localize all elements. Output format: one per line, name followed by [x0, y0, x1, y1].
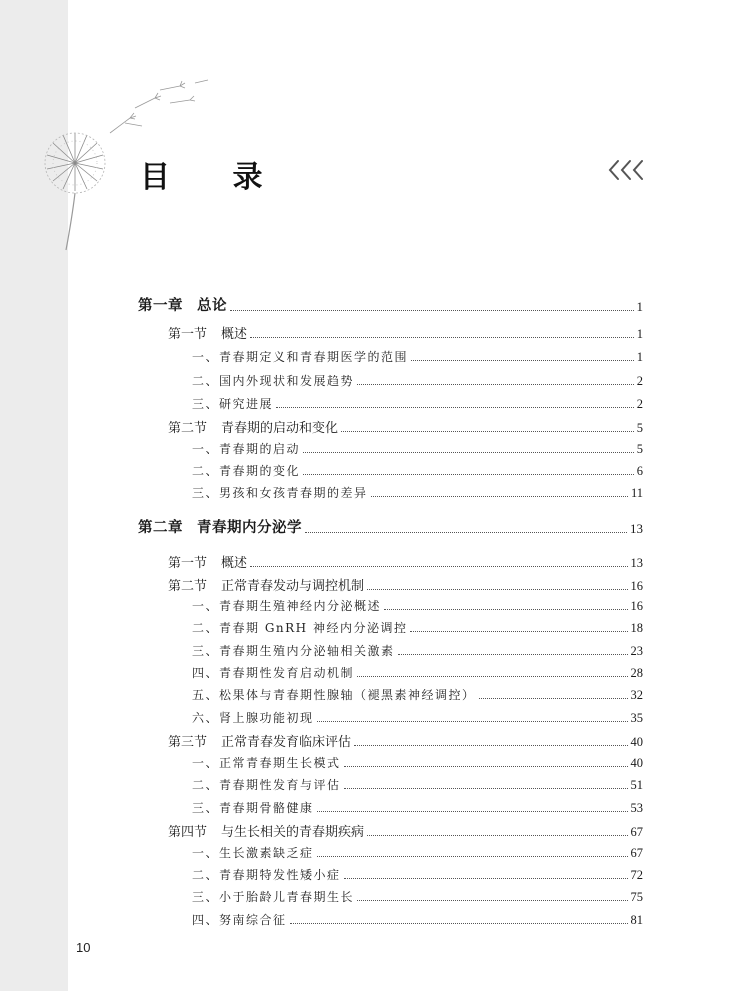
- dot-leader: [344, 788, 628, 789]
- toc-subsection-row[interactable]: [138, 709, 643, 726]
- toc-page-number: 13: [630, 556, 643, 570]
- toc-entry-title: 概述: [221, 556, 248, 571]
- dot-leader: [250, 566, 627, 567]
- toc-page-number: 28: [630, 666, 643, 680]
- toc-subsection-row[interactable]: [138, 754, 643, 771]
- dot-leader: [354, 745, 627, 746]
- toc-page-number: 1: [636, 350, 643, 364]
- dot-leader: [317, 721, 628, 722]
- toc-page-number: 2: [636, 397, 643, 411]
- toc-subsection-row[interactable]: [138, 911, 643, 928]
- toc-entry-title: 一、青春期生殖神经内分泌概述: [192, 599, 382, 613]
- toc-subsection-row[interactable]: [138, 844, 643, 861]
- toc-page-number: 67: [630, 846, 643, 860]
- toc-page-number: 75: [630, 890, 643, 904]
- toc-entry-title: 三、研究进展: [192, 397, 274, 411]
- toc-page-number: 18: [630, 621, 643, 635]
- toc-entry-title: 青春期内分泌学: [197, 520, 302, 536]
- toc-entry-label: [192, 709, 314, 726]
- toc-entry-number: 第一节: [168, 327, 208, 342]
- toc-entry-title: 正常青春发动与调控机制: [221, 579, 365, 594]
- toc-page-number: 32: [630, 688, 643, 702]
- toc-entry-title: 三、青春期生殖内分泌轴相关激素: [192, 644, 395, 658]
- toc-entry-title: 二、青春期 GnRH 神经内分泌调控: [192, 621, 408, 635]
- dot-leader: [276, 407, 634, 408]
- dot-leader: [411, 360, 634, 361]
- toc-section-row[interactable]: [138, 323, 643, 342]
- toc-page-number: 6: [636, 464, 643, 478]
- toc-entry-title: 一、生长激素缺乏症: [192, 846, 314, 860]
- toc-entry-title: 三、小于胎龄儿青春期生长: [192, 890, 355, 904]
- toc-entry-number: 第二节: [168, 579, 208, 594]
- toc-entry-label: [192, 866, 341, 883]
- toc-entry-label: [192, 484, 368, 501]
- toc-page-number: 23: [630, 644, 643, 658]
- toc-entry-label: [192, 686, 476, 703]
- toc-entry-title: 二、青春期性发育与评估: [192, 778, 341, 792]
- toc-entry-label: [192, 395, 273, 412]
- toc-entry-label: [192, 844, 314, 861]
- toc-entry-title: 四、青春期性发育启动机制: [192, 666, 355, 680]
- toc-subsection-row[interactable]: [138, 866, 643, 883]
- toc-entry-label: [192, 619, 407, 636]
- toc-entry-title: 二、国内外现状和发展趋势: [192, 374, 355, 388]
- dot-leader: [230, 310, 634, 311]
- toc-subsection-row[interactable]: [138, 619, 643, 636]
- dot-leader: [344, 766, 628, 767]
- toc-page-number: 40: [630, 735, 643, 749]
- dot-leader: [479, 698, 628, 699]
- dot-leader: [344, 878, 628, 879]
- toc-entry-label: [192, 642, 395, 659]
- toc-page-number: 53: [630, 801, 643, 815]
- toc-page-number: 5: [636, 442, 643, 456]
- toc-entry-title: 概述: [221, 327, 248, 342]
- toc-page-number: 35: [630, 711, 643, 725]
- dot-leader: [305, 532, 627, 533]
- toc-entry-label: [192, 888, 354, 905]
- toc-entry-title: 三、男孩和女孩青春期的差异: [192, 486, 368, 500]
- toc-entry-title: 二、青春期特发性矮小症: [192, 868, 341, 882]
- dot-leader: [357, 384, 634, 385]
- dot-leader: [303, 452, 634, 453]
- toc-entry-title: 总论: [197, 298, 227, 314]
- toc-entry-title: 正常青春发育临床评估: [221, 735, 352, 750]
- toc-entry-label: [168, 552, 247, 571]
- dot-leader: [250, 337, 634, 338]
- toc-page-number: 16: [630, 579, 643, 593]
- toc-page-number: 51: [630, 778, 643, 792]
- toc-entry-label: [192, 911, 287, 928]
- toc-section-row[interactable]: [138, 731, 643, 750]
- toc-entry-title: 四、努南综合征: [192, 913, 287, 927]
- toc-entry-label: [192, 664, 354, 681]
- dot-leader: [398, 654, 628, 655]
- toc-entry-label: [192, 348, 408, 365]
- toc-entry-label: [168, 575, 364, 594]
- toc-subsection-row[interactable]: [138, 664, 643, 681]
- toc-subsection-row[interactable]: [138, 372, 643, 389]
- toc-entry-number: 第四节: [168, 825, 208, 840]
- toc-page-number: 81: [630, 913, 643, 927]
- toc-subsection-row[interactable]: [138, 348, 643, 365]
- toc-entry-label: [192, 799, 314, 816]
- toc-entry-label: [138, 294, 227, 315]
- toc-entry-label: [168, 417, 338, 436]
- toc-subsection-row[interactable]: [138, 799, 643, 816]
- dot-leader: [384, 609, 627, 610]
- toc-page-number: 11: [630, 486, 643, 500]
- toc-section-row[interactable]: [138, 575, 643, 594]
- toc-page-number: 13: [630, 521, 643, 536]
- dot-leader: [317, 856, 628, 857]
- toc-entry-label: [192, 754, 341, 771]
- toc-entry-label: [192, 597, 381, 614]
- toc-page-number: 5: [636, 421, 643, 435]
- toc-page-number: 40: [630, 756, 643, 770]
- toc-entry-number: 第二节: [168, 421, 208, 436]
- triple-chevron-left-icon: [606, 158, 648, 182]
- toc-entry-label: [168, 323, 247, 342]
- toc-page-number: 2: [636, 374, 643, 388]
- toc-entry-number: 第一节: [168, 556, 208, 571]
- toc-entry-number: 第二章: [138, 520, 183, 536]
- dot-leader: [367, 589, 627, 590]
- toc-section-row[interactable]: [138, 417, 643, 436]
- toc-entry-number: 第三节: [168, 735, 208, 750]
- toc-subsection-row[interactable]: [138, 395, 643, 412]
- toc-subsection-row[interactable]: [138, 888, 643, 905]
- toc-subsection-row[interactable]: [138, 597, 643, 614]
- toc-entry-label: [192, 776, 341, 793]
- dot-leader: [371, 496, 628, 497]
- dot-leader: [357, 900, 627, 901]
- toc-subsection-row[interactable]: [138, 484, 643, 501]
- toc-entry-title: 青春期的启动和变化: [221, 421, 339, 436]
- toc-subsection-row[interactable]: [138, 686, 643, 703]
- toc-entry-label: [168, 731, 351, 750]
- toc-chapter-row[interactable]: [138, 516, 643, 537]
- toc-page-number: 67: [630, 825, 643, 839]
- dot-leader: [341, 431, 634, 432]
- toc-section-row[interactable]: [138, 552, 643, 571]
- toc-section-row[interactable]: [138, 821, 643, 840]
- toc-entry-label: [192, 440, 300, 457]
- dot-leader: [410, 631, 627, 632]
- toc-page-number: 72: [630, 868, 643, 882]
- dot-leader: [367, 835, 627, 836]
- toc-subsection-row[interactable]: [138, 440, 643, 457]
- toc-entry-label: [192, 462, 300, 479]
- toc-entry-label: [168, 821, 364, 840]
- toc-entry-title: 六、肾上腺功能初现: [192, 711, 314, 725]
- dot-leader: [303, 474, 634, 475]
- toc-subsection-row[interactable]: [138, 776, 643, 793]
- toc-entry-title: 二、青春期的变化: [192, 464, 301, 478]
- toc-entry-title: 一、青春期定义和青春期医学的范围: [192, 350, 409, 364]
- page-title: 目 录: [140, 160, 289, 195]
- toc-chapter-row[interactable]: [138, 294, 643, 315]
- toc-entry-label: [192, 372, 354, 389]
- dot-leader: [290, 923, 628, 924]
- toc-subsection-row[interactable]: [138, 462, 643, 479]
- toc-page-number: 1: [636, 327, 643, 341]
- toc-entry-number: 第一章: [138, 298, 183, 314]
- page-number: 10: [76, 940, 91, 955]
- dot-leader: [317, 811, 628, 812]
- dot-leader: [357, 676, 627, 677]
- toc-entry-title: 与生长相关的青春期疾病: [221, 825, 365, 840]
- toc-entry-title: 一、青春期的启动: [192, 442, 301, 456]
- toc-entry-title: 三、青春期骨骼健康: [192, 801, 314, 815]
- toc-entry-title: 五、松果体与青春期性腺轴（褪黑素神经调控）: [192, 688, 476, 702]
- toc-subsection-row[interactable]: [138, 642, 643, 659]
- toc-page-number: 1: [636, 299, 643, 314]
- toc-page-number: 16: [630, 599, 643, 613]
- toc-entry-label: [138, 516, 302, 537]
- toc-entry-title: 一、正常青春期生长模式: [192, 756, 341, 770]
